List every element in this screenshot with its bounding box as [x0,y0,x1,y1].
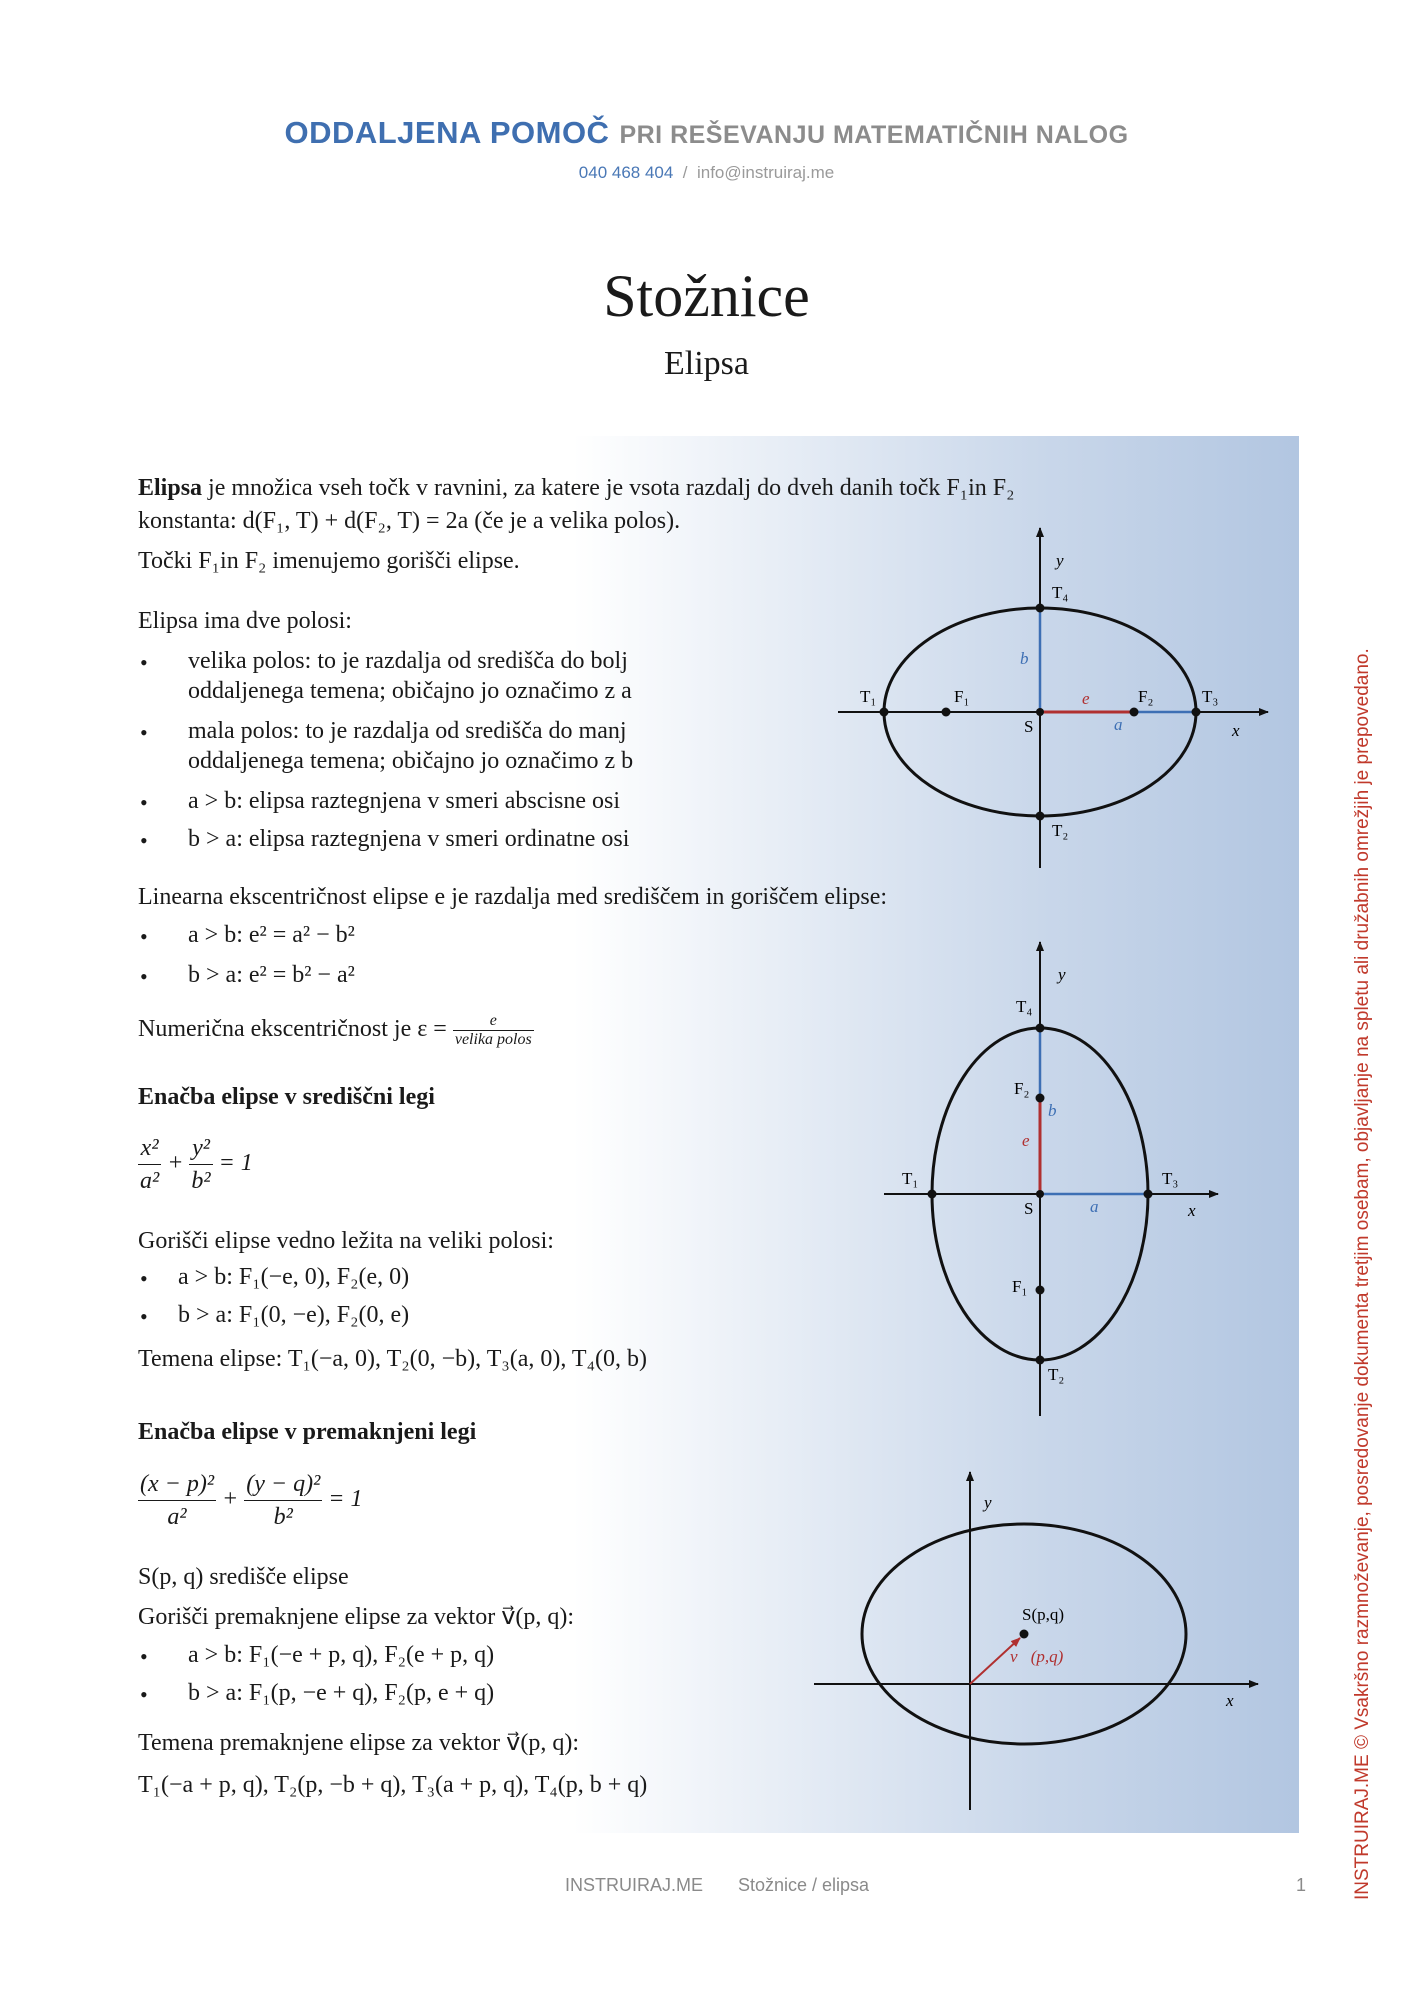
point-S [1036,1190,1044,1198]
label-y: y [1056,551,1064,570]
label-x: x [1226,1691,1234,1710]
point-F2 [1130,708,1139,717]
fraction-denominator: velika polos [454,1031,532,1048]
label-T4: T₄ [1016,997,1033,1016]
axes-heading: Elipsa ima dve polosi: [138,608,352,634]
diagram-1 [838,528,1268,868]
point-T3 [1192,708,1201,717]
intro-line-1-rest: je množica vseh točk v ravnini, za katere je vsota razdalj do dveh danih točk F₁in F₂ [202,475,1015,501]
intro-line-3: Točki F₁in F₂ imenujemo gorišči elipse. [138,548,520,574]
label-T2: T₂ [1048,1365,1065,1384]
diagram-3 [814,1472,1258,1810]
central-vertices: Temena elipse: T₁(−a, 0), T₂(0, −b), T₃(a, 0), T₄(0, b) [138,1346,647,1372]
label-S: S [1024,1199,1034,1218]
shifted-foci-item: b > a: F₁(p, −e + q), F₂(p, e + q) [188,1680,495,1706]
point-F1 [1036,1286,1045,1295]
point-T4 [1036,604,1045,613]
point-S [1020,1630,1029,1639]
point-T1 [928,1190,937,1199]
label-x: x [1188,1201,1196,1220]
shifted-foci-item: a > b: F₁(−e + p, q), F₂(e + p, q) [188,1642,495,1668]
contact-separator: / [682,163,688,182]
point-T4 [1036,1024,1045,1033]
shifted-foci-text: Gorišči premaknjene elipse za vektor v⃗(p, q): [138,1604,575,1630]
brand-main: ODDALJENA POMOČ [284,115,610,150]
label-x: x [1232,721,1240,740]
bullet: • [140,924,148,949]
label-S: S(p,q) [1022,1605,1065,1624]
label-T3: T₃ [1202,687,1219,706]
label-S: S [1024,717,1034,736]
fraction-numerator: x² [138,1132,161,1165]
point-F2 [1036,1094,1045,1103]
fraction-denominator: b² [191,1168,211,1194]
linear-ecc-text: Linearna ekscentričnost elipse e je razdalja med središčem in goriščem elipse: [138,884,888,910]
point-T1 [880,708,889,717]
point-T2 [1036,1356,1045,1365]
page-subtitle: Elipsa [664,345,749,382]
numeric-ecc-prefix: Numerična ekscentričnost je ε = [138,1016,453,1043]
label-v: v⃗(p,q) [1010,1647,1064,1666]
fraction-numerator: e [453,1012,534,1031]
intro-line-2: konstanta: d(F₁, T) + d(F₂, T) = 2a (če je a velika polos). [138,508,681,534]
axes-item: mala polos: to je razdalja od središča do manj [188,718,627,744]
bullet: • [140,828,148,853]
shifted-heading: Enačba elipse v premaknjeni legi [138,1419,477,1445]
plus-sign: + [222,1486,239,1513]
axes-item: b > a: elipsa raztegnjena v smeri ordinatne osi [188,826,630,852]
label-y: y [984,1493,992,1512]
fraction-denominator: b² [273,1504,293,1530]
bullet: • [140,1266,148,1291]
brand-sub: PRI REŠEVANJU MATEMATIČNIH NALOG [619,121,1129,149]
contact-phone[interactable]: 040 468 404 [578,163,674,182]
footer-page: 1 [1296,1875,1307,1895]
central-foci-item: a > b: F₁(−e, 0), F₂(e, 0) [178,1264,410,1290]
axes-item: velika polos: to je razdalja od središča do bolj [188,648,628,674]
label-e: e [1022,1131,1030,1150]
label-T1: T₁ [860,687,877,706]
label-b: b [1048,1101,1057,1120]
bullet: • [140,1304,148,1329]
linear-ecc-item: b > a: e² = b² − a² [188,962,355,988]
label-T2: T₂ [1052,821,1069,840]
label-y: y [1058,965,1066,984]
intro-term: Elipsa [138,475,203,501]
label-a: a [1090,1197,1099,1216]
bullet: • [140,1644,148,1669]
point-F1 [942,708,951,717]
page-title: Stožnice [603,263,810,329]
equation-rhs: = 1 [328,1486,363,1513]
linear-ecc-item: a > b: e² = a² − b² [188,922,355,948]
point-T3 [1144,1190,1153,1199]
label-b: b [1020,649,1029,668]
central-heading: Enačba elipse v središčni legi [138,1084,435,1110]
point-T2 [1036,812,1045,821]
central-foci-item: b > a: F₁(0, −e), F₂(0, e) [178,1302,410,1328]
bullet: • [140,790,148,815]
label-F2: F₂ [1014,1079,1030,1098]
bullet: • [140,650,148,675]
footer-brand: INSTRUIRAJ.ME [565,1875,704,1895]
contact-email[interactable]: info@instruiraj.me [696,163,835,182]
plus-sign: + [167,1150,184,1177]
label-T4: T₄ [1052,583,1069,602]
equation-rhs: = 1 [218,1150,253,1177]
point-S [1036,708,1044,716]
label-T3: T₃ [1162,1169,1179,1188]
fraction-numerator: y² [189,1132,212,1165]
label-F1: F₁ [954,687,970,706]
shifted-center: S(p, q) središče elipse [138,1564,349,1590]
copyright-side-note: INSTRUIRAJ.ME © Vsakršno razmnoževanje, posredovanje dokumenta tretjim osebam, objavljanje na spletu ali družabnih omrežjih je prepovedano. [1352,648,1373,1900]
shifted-vertices: T₁(−a + p, q), T₂(p, −b + q), T₃(a + p, q), T₄(p, b + q) [138,1772,648,1798]
fraction-denominator: a² [167,1504,187,1530]
fraction-numerator: (y − q)² [244,1468,322,1501]
bullet: • [140,720,148,745]
central-foci-text: Gorišči elipse vedno ležita na veliki polosi: [138,1228,554,1254]
fraction-denominator: a² [140,1168,160,1194]
fraction-numerator: (x − p)² [138,1468,216,1501]
axes-item: oddaljenega temena; običajno jo označimo z b [188,748,634,774]
shifted-vertices-text: Temena premaknjene elipse za vektor v⃗(p, q): [138,1730,579,1756]
label-e: e [1082,689,1090,708]
label-a: a [1114,715,1123,734]
diagram-2 [884,942,1218,1416]
label-F1: F₁ [1012,1277,1028,1296]
bullet: • [140,1682,148,1707]
footer-doc: Stožnice / elipsa [738,1875,870,1895]
bullet: • [140,964,148,989]
label-F2: F₂ [1138,687,1154,706]
label-T1: T₁ [902,1169,919,1188]
axes-item: oddaljenega temena; običajno jo označimo z a [188,678,632,704]
axes-item: a > b: elipsa raztegnjena v smeri abscisne osi [188,788,621,814]
